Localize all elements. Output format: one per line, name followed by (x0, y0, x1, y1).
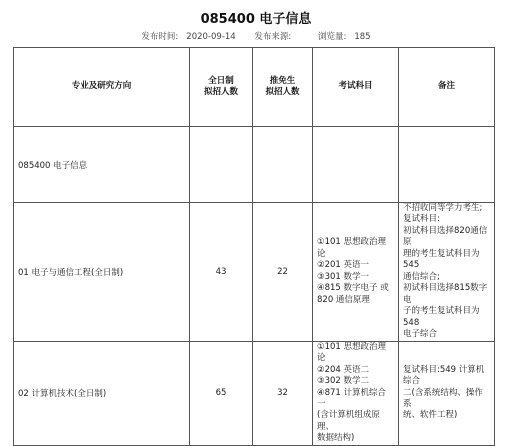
source-label: 发布来源: (254, 32, 292, 42)
exam-line: ①101 思想政治理论 (317, 237, 387, 259)
exam-line: ③301 数学一 (317, 271, 370, 282)
article-meta (0, 30, 512, 42)
exam-line: (含计算机组成原理、 (317, 410, 380, 432)
exam-line: ②201 英语一 (317, 260, 370, 271)
header-major: 专业及研究方向 (14, 48, 190, 127)
exam-subjects (313, 203, 399, 342)
table-row (14, 203, 495, 342)
direction-name: 02 计算机技术(全日制) (14, 341, 190, 445)
major-exempt (253, 127, 313, 203)
table-row (14, 341, 495, 445)
direction-name: 01 电子与通信工程(全日制) (14, 203, 190, 342)
major-name: 085400 电子信息 (14, 127, 190, 203)
exam-subjects (313, 341, 399, 445)
header-fulltime (190, 48, 253, 127)
notes-line: 复试科目:549 计算机综合 (403, 364, 485, 387)
exempt-count: 22 (253, 203, 313, 342)
table-row-major (14, 127, 495, 203)
notes (399, 341, 495, 445)
notes-line: 通信综合; (403, 271, 440, 282)
enrollment-table (13, 47, 495, 446)
views-label: 浏览量: (317, 32, 347, 42)
exam-line: 数据结构) (317, 433, 355, 444)
notes-line: 统、软件工程) (403, 410, 458, 421)
header-exam: 考试科目 (313, 48, 399, 127)
header-exempt (253, 48, 313, 127)
exam-line: ④871 计算机综合一 (317, 387, 387, 409)
notes (399, 203, 495, 342)
source (250, 32, 303, 42)
publish-time-label: 发布时间: (141, 32, 179, 42)
notes-line: 子的考生复试科目为548 (403, 306, 480, 328)
major-notes (399, 127, 495, 203)
notes-line: 复试科目: (403, 214, 440, 225)
views (314, 32, 375, 42)
exam-line: ③302 数学二 (317, 376, 370, 387)
publish-time (137, 32, 239, 42)
notes-line: 理的考生复试科目为545 (403, 248, 480, 271)
notes-line: 二(含系统结构、操作系 (403, 387, 483, 409)
page-title: 085400 电子信息 (200, 12, 312, 27)
exam-line: 820 通信原理 (317, 294, 370, 305)
header-exempt-line2: 拟招人数 (265, 87, 300, 97)
header-exempt-line1: 推免生 (269, 75, 296, 86)
exam-line: ④815 数字电子 或 (317, 283, 389, 294)
header-fulltime-line2: 拟招人数 (203, 87, 238, 97)
major-exam (313, 127, 399, 203)
publish-time-value: 2020-09-14 (186, 32, 236, 42)
major-fulltime (190, 127, 253, 203)
exam-line: ①101 思想政治理论 (317, 341, 387, 364)
exempt-count: 32 (253, 341, 313, 445)
header-fulltime-line1: 全日制 (208, 75, 234, 86)
exam-line: ②204 英语二 (317, 364, 370, 375)
views-value: 185 (354, 32, 371, 42)
notes-line: 初试科目选择820通信原 (403, 225, 488, 248)
notes-line: 电子综合 (403, 329, 438, 340)
fulltime-count: 43 (190, 203, 253, 342)
notes-line: 初试科目选择815数字电 (403, 283, 488, 305)
table-header-row (14, 48, 495, 127)
fulltime-count: 65 (190, 341, 253, 445)
header-notes: 备注 (399, 48, 495, 127)
notes-line: 不招收同等学力考生; (403, 203, 483, 213)
